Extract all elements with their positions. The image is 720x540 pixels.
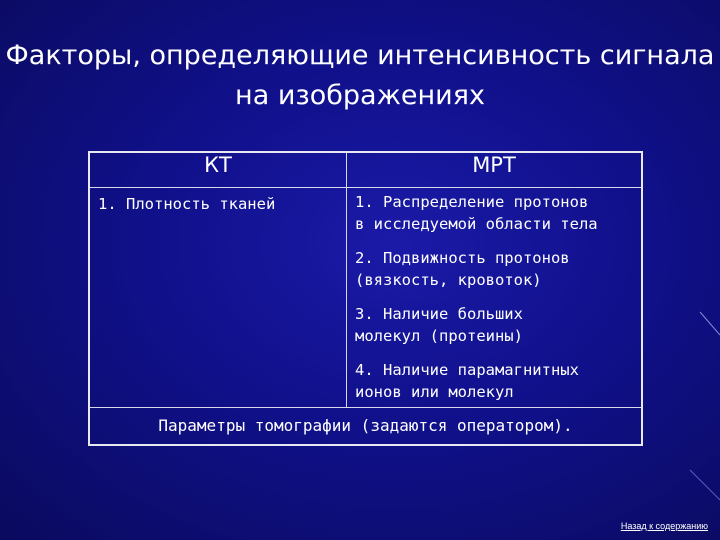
ct-cell [89, 188, 347, 408]
slide-title-line-1: Факторы, определяющие интенсивность сигнала [5, 40, 715, 71]
footer-cell: Параметры томографии (задаются оператором). [89, 408, 642, 446]
mrt-item [355, 191, 633, 235]
slide-title [0, 36, 720, 116]
mrt-item-line: (вязкость, кровоток) [355, 271, 542, 289]
ct-item: 1. Плотность тканей [98, 195, 276, 213]
table-row [89, 188, 642, 408]
mrt-item [355, 359, 633, 403]
mrt-item-line: ионов или молекул [355, 383, 514, 401]
column-header-ct: КТ [89, 152, 347, 188]
mrt-item-line: 1. Распределение протонов [355, 193, 589, 211]
column-header-mrt: МРТ [347, 152, 643, 188]
table-footer-row [89, 408, 642, 446]
comparison-table [88, 151, 643, 446]
mrt-cell [347, 188, 643, 408]
mrt-item [355, 247, 633, 291]
table-header-row [89, 152, 642, 188]
mrt-item-line: 3. Наличие больших [355, 305, 523, 323]
back-to-contents-link[interactable]: Назад к содержанию [620, 521, 708, 531]
mrt-item-line: 2. Подвижность протонов [355, 249, 570, 267]
mrt-item-line: молекул (протеины) [355, 327, 523, 345]
slide-title-line-2: на изображениях [235, 80, 485, 111]
mrt-item-line: 4. Наличие парамагнитных [355, 361, 579, 379]
mrt-item [355, 303, 633, 347]
mrt-item-line: в исследуемой области тела [355, 215, 598, 233]
